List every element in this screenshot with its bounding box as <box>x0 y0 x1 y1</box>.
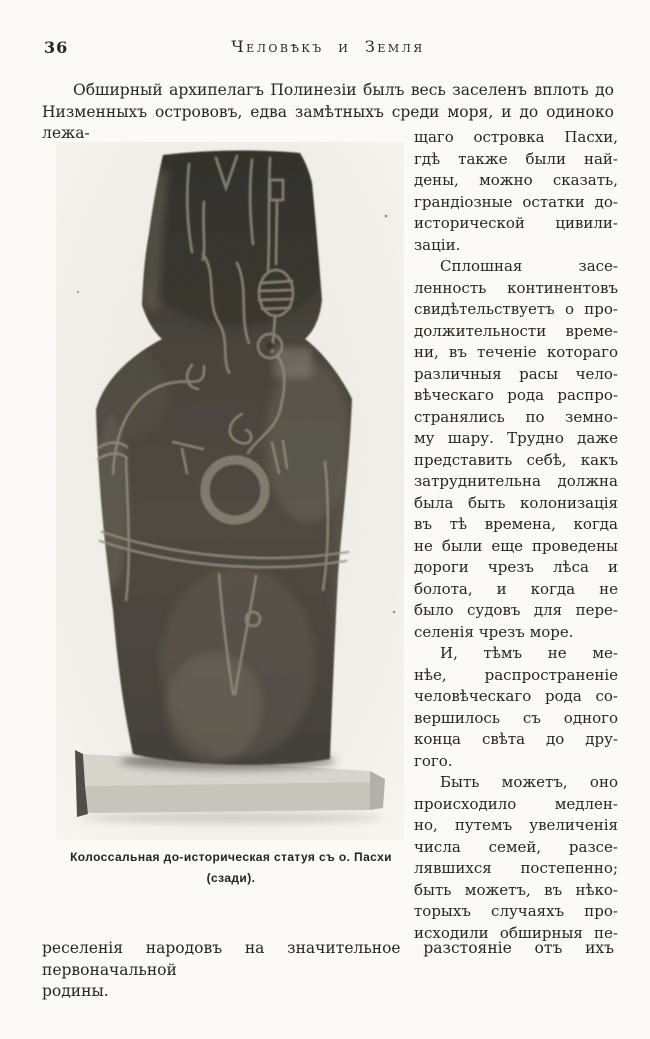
right-text-column <box>414 127 618 944</box>
caption-line-2: (сзади). <box>206 871 256 885</box>
text-line: исходили обширныя пе- <box>414 923 618 942</box>
text-line: Обширный архипелагъ Полинезіи былъ весь заселенъ вплоть до <box>73 81 614 99</box>
text-line: родины. <box>42 982 109 1001</box>
text-line: грандіозные остатки до- <box>414 192 618 211</box>
text-line: реселенія народовъ на значительное разстояніе отъ ихъ первоначальной <box>42 939 614 979</box>
text-line: происходило медлен- <box>414 794 618 813</box>
text-line: лявшихся постепенно; <box>414 859 618 877</box>
text-line: представить себѣ, какъ <box>414 450 618 469</box>
text-line: дороги чрезъ лѣса и <box>414 558 618 576</box>
page-number: 36 <box>44 38 69 57</box>
text-line: заціи. <box>414 235 461 254</box>
text-line: быть можетъ, въ нѣко- <box>414 880 618 899</box>
text-line: му шару. Трудно даже <box>414 429 618 447</box>
running-header: Человѣкъ и Земля <box>231 37 425 56</box>
text-line: но, путемъ увеличенія <box>414 816 618 834</box>
text-line: было судовъ для пере- <box>414 601 618 619</box>
text-line: Быть можетъ, оно <box>440 773 618 791</box>
text-line: въ тѣ времена, когда <box>414 515 618 533</box>
text-line: гдѣ также были най- <box>414 149 618 168</box>
text-line: числа семей, разсе- <box>414 837 618 856</box>
text-line: ленность континентовъ <box>414 278 618 297</box>
text-line: ни, въ теченіе котораго <box>414 343 618 361</box>
statue-photo <box>56 142 404 840</box>
text-line: торыхъ случаяхъ про- <box>414 902 618 920</box>
text-line: должительности време- <box>414 321 618 340</box>
text-line: различныя расы чело- <box>414 364 618 383</box>
caption-line-1: Колоссальная до-историческая статуя съ о. Пасхи <box>70 850 392 864</box>
text-line: свидѣтельствуетъ о про- <box>414 300 618 318</box>
text-line: щаго островка Пасхи, <box>414 128 618 146</box>
figure-caption <box>40 847 422 889</box>
photo-grain <box>56 142 404 840</box>
text-line: нѣе, распространеніе <box>414 665 618 684</box>
text-line: дены, можно сказать, <box>414 171 618 189</box>
text-line: Сплошная засе- <box>440 257 618 275</box>
text-line: вершилось съ одного <box>414 708 618 727</box>
text-line: Низменныхъ острововъ, едва замѣтныхъ среди моря, и до одиноко лежа- <box>42 102 614 143</box>
text-line: И, тѣмъ не ме- <box>440 644 618 662</box>
text-line: вѣческаго рода распро- <box>414 386 618 404</box>
text-line: была быть колонизація <box>414 493 618 512</box>
closing-paragraph <box>42 938 614 1003</box>
text-line: гого. <box>414 751 453 770</box>
text-line: затруднительна должна <box>414 472 618 490</box>
text-line: человѣческаго рода со- <box>414 687 618 705</box>
statue-figure <box>56 142 404 840</box>
text-line: селенія чрезъ море. <box>414 622 574 641</box>
text-line: исторической цивили- <box>414 214 618 232</box>
text-line: странялись по земно- <box>414 407 618 426</box>
text-line: болота, и когда не <box>414 579 618 598</box>
text-line: конца свѣта до дру- <box>414 730 618 748</box>
text-line: не были еще проведены <box>414 536 618 555</box>
